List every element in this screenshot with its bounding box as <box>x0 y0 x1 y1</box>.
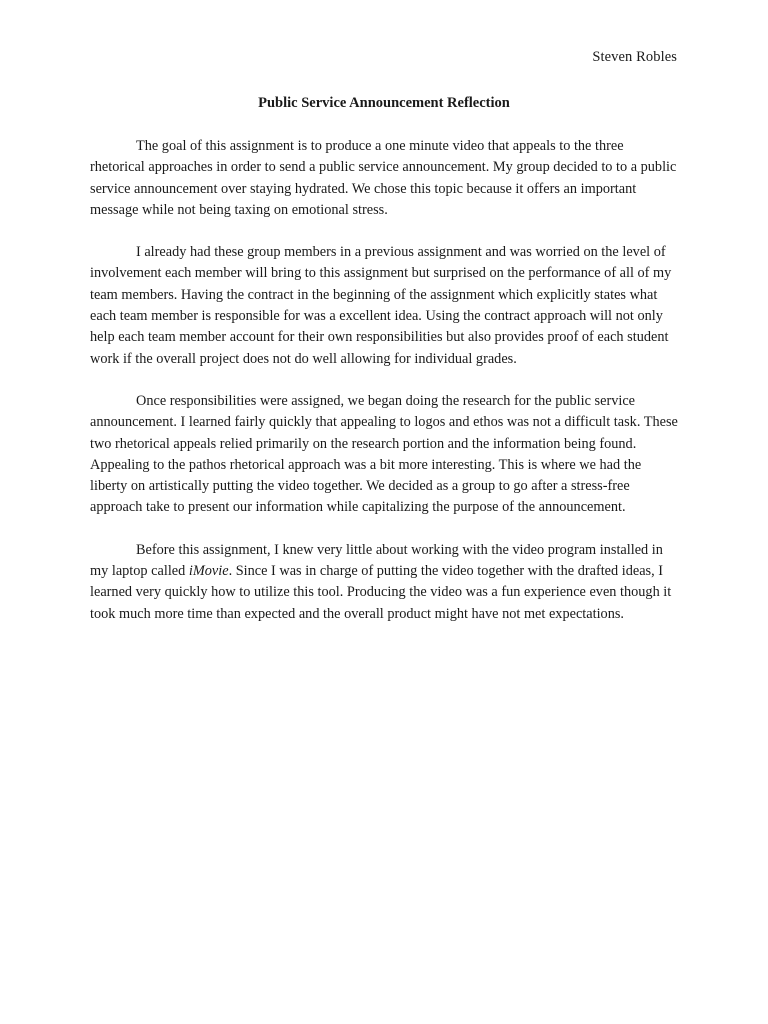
paragraph-4 <box>90 540 680 625</box>
author-name: Steven Robles <box>592 49 677 65</box>
paragraph-4-after: . Since I was in charge of putting the video together with the drafted ideas, I learned very quickly how to utilize this tool. Producing the video was a fun experience even though it took much more time than expected and the overall product might have not met expectations. <box>90 563 672 622</box>
paragraph-1: The goal of this assignment is to produce a one minute video that appeals to the three rhetorical approaches in order to send a public service announcement. My group decided to to a public service announcement over staying hydrated. We chose this topic because it offers an important message while not being taxing on emotional stress. <box>90 138 677 218</box>
paragraph-4-before: Before this assignment, I knew very little about working with the video program installed in my laptop called <box>90 541 663 580</box>
paragraph-3: Once responsibilities were assigned, we began doing the research for the public service announcement. I learned fairly quickly that appealing to logos and ethos was not a difficult task. These two rhetorical appeals relied primarily on the research portion and the information being found. Appealing to the pathos rhetorical approach was a bit more interesting. This is where we had the liberty on artistically putting the video together. We decided as a group to go after a stress-free approach take to present our information while capitalizing the purpose of the announcement. <box>90 392 678 516</box>
paragraph-4-italic-term: iMovie <box>188 563 229 580</box>
paragraph-2: I already had these group members in a previous assignment and was worried on the level of involvement each member will bring to this assignment but surprised on the performance of all of my team members. Having the contract in the beginning of the assignment which explicitly states what each team member is responsible for was a excellent idea. Using the contract approach will not only help each team member account for their own responsibilities but also provides proof of each student work if the overall project does not do well allowing for individual grades. <box>90 244 672 367</box>
document-body <box>90 136 680 646</box>
document-title: Public Service Announcement Reflection <box>258 95 510 111</box>
